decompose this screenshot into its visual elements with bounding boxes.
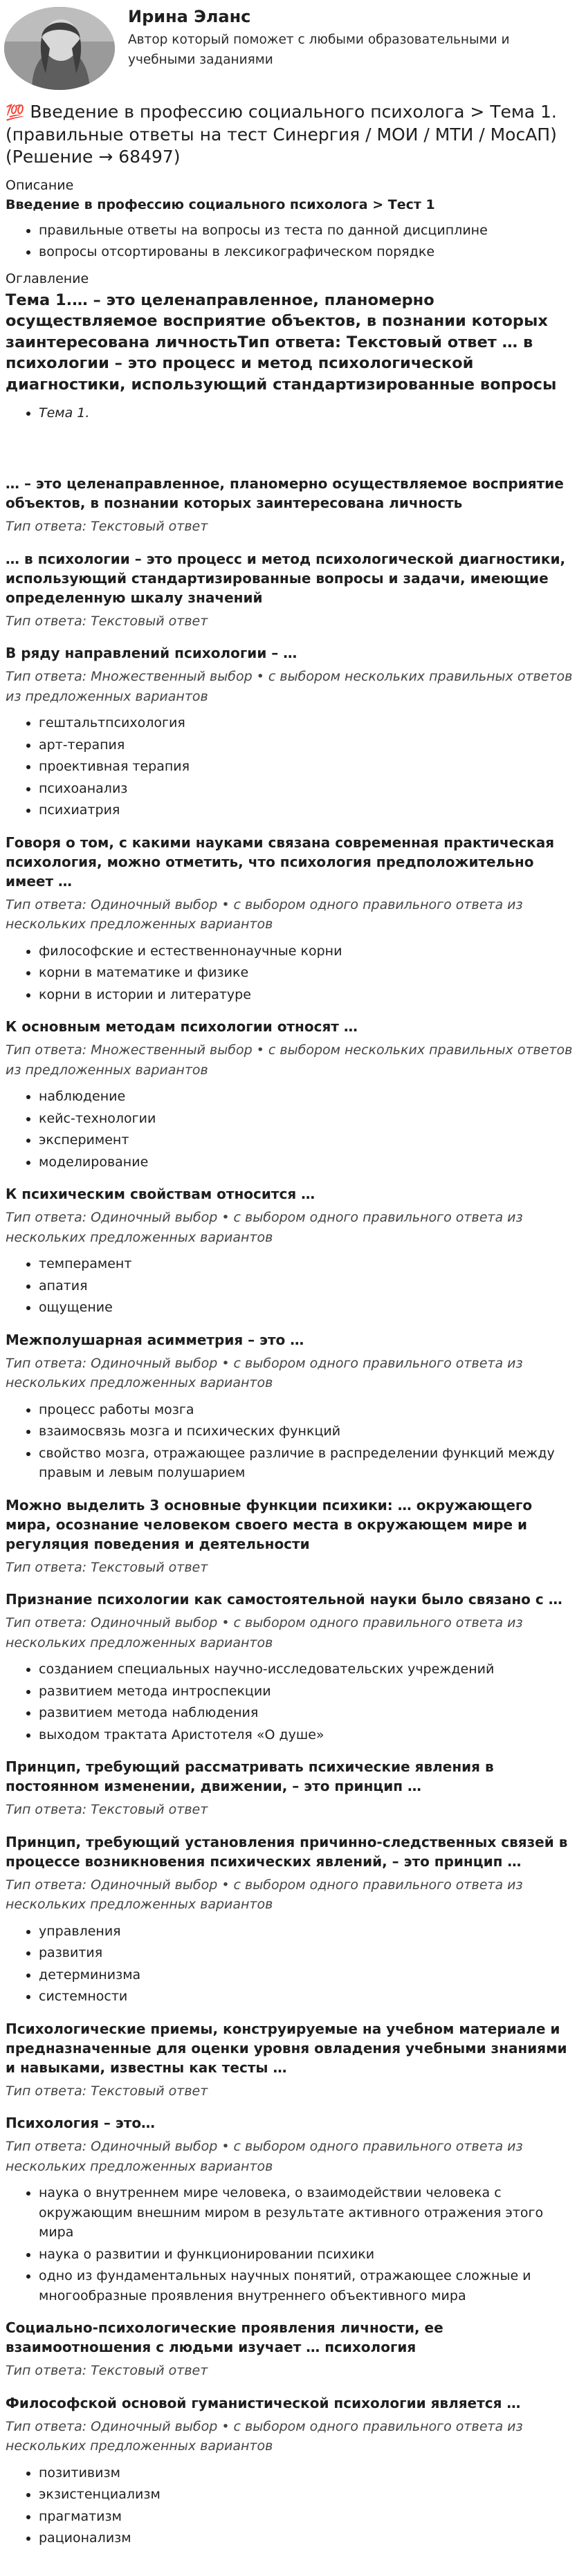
question-block [6,549,580,632]
answer-type: Тип ответа: Одиночный выбор • с выбором одного правильного ответа из нескольких предложенных вариантов [6,1615,523,1650]
answer-option: • психоанализ [39,779,580,799]
answer-options [6,1087,580,1172]
answer-type: Тип ответа: Множественный выбор • с выбором нескольких правильных ответов из предложенных вариантов [6,1042,573,1078]
question-text: Говоря о том, с какими науками связана современная практическая психология, можно отметить, что психология предположительно имеет … [6,834,555,890]
question-text: Признание психологии как самостоятельной науки было связано с … [6,1591,562,1608]
question-text: … – это целенаправленное, планомерно осуществляемое восприятие объектов, в познании которых заинтересована личность [6,475,564,512]
page-title [6,101,580,169]
answer-option: • управления [39,1922,580,1942]
avatar-photo-icon [4,7,115,90]
answer-option: • психиатрия [39,800,580,820]
question-text: Социально-психологические проявления личности, ее взаимоотношения с людьми изучает … психология [6,2319,443,2356]
toc-item-link[interactable]: Тема 1. [39,405,90,421]
toc-item[interactable] [39,403,580,423]
question-text: Психологические приемы, конструируемые на учебном материале и предназначенные для оценки уровня овладения учебными знаниями и навыками, известны как тесты … [6,2020,567,2076]
content [0,101,586,2548]
question-block [6,2019,580,2101]
question-block [6,2393,580,2548]
answer-option: • системности [39,1987,580,2007]
hundred-points-icon: 💯 [6,104,25,122]
question-text: В ряду направлений психологии – … [6,645,297,662]
answer-option: • экзистенциализм [39,2485,580,2505]
answer-type: Тип ответа: Одиночный выбор • с выбором одного правильного ответа из нескольких предложенных вариантов [6,1210,523,1245]
answer-option: • развитием метода наблюдения [39,1703,580,1723]
question-block [6,1832,580,2007]
question-text: К основным методам психологии относят … [6,1018,358,1036]
answer-options [6,1400,580,1483]
answer-option: • выходом трактата Аристотеля «О душе» [39,1725,580,1745]
description-list [6,221,580,262]
answer-options [6,2463,580,2548]
question-block [6,1590,580,1745]
author-header [0,0,586,101]
answer-type: Тип ответа: Текстовый ответ [6,1802,208,1818]
answer-option: • гештальтпсихология [39,713,580,733]
answer-option: • арт-терапия [39,735,580,755]
answer-option: • темперамент [39,1254,580,1274]
answer-type: Тип ответа: Текстовый ответ [6,1559,208,1575]
question-text: Философской основой гуманистической психологии является … [6,2394,521,2411]
toc-title: Тема 1.… – это целенаправленное, планомерно осуществляемое восприятие объектов, в познании которых заинтересована личностьТип ответа: Текстовый ответ … в психологии – это процесс и метод психологической диагностики, использующий стандартизированные вопросы [6,291,557,394]
answer-option: • моделирование [39,1152,580,1172]
toc-list [6,403,580,423]
questions-list [6,474,580,2548]
question-block [6,1496,580,1578]
answer-option: • корни в истории и литературе [39,985,580,1005]
author-avatar[interactable] [4,7,115,90]
toc-label: Оглавление [6,270,89,286]
answer-option: • процесс работы мозга [39,1400,580,1420]
description-item: • правильные ответы на вопросы из теста по данной дисциплине [39,221,580,241]
description-item: • вопросы отсортированы в лексикографическом порядке [39,242,580,262]
answer-option: • наука о развитии и функционировании психики [39,2245,580,2265]
question-block [6,833,580,1005]
question-block [6,1757,580,1820]
question-text: К психическим свойствам относится … [6,1186,315,1203]
answer-option: • философские и естественнонаучные корни [39,941,580,962]
question-block [6,643,580,820]
question-block [6,1017,580,1172]
answer-type: Тип ответа: Текстовый ответ [6,519,208,535]
answer-type: Тип ответа: Одиночный выбор • с выбором одного правильного ответа из нескольких предложенных вариантов [6,1877,523,1913]
question-text: Можно выделить 3 основные функции психики: … окружающего мира, осознание человеком своего места в окружающем мире и регуляция поведения и деятельности [6,1496,533,1552]
answer-options [6,1922,580,2007]
answer-option: • развития [39,1943,580,1963]
answer-options [6,1659,580,1745]
answer-type: Тип ответа: Текстовый ответ [6,613,208,629]
answer-option: • эксперимент [39,1130,580,1150]
answer-option: • свойство мозга, отражающее различие в распределении функций между правым и левым полушарием [39,1444,580,1483]
answer-option: • детерминизма [39,1965,580,1985]
answer-option: • наблюдение [39,1087,580,1107]
answer-option: • развитием метода интроспекции [39,1682,580,1702]
question-block [6,2113,580,2306]
answer-option: • позитивизм [39,2463,580,2483]
answer-option: • наука о внутреннем мире человека, о взаимодействии человека с окружающим внешним миром в результате активного отражения этого мира [39,2183,580,2243]
description-label: Описание [6,177,74,193]
answer-option: • взаимосвязь мозга и психических функций [39,1422,580,1442]
question-block [6,1330,580,1483]
answer-type: Тип ответа: Одиночный выбор • с выбором одного правильного ответа из нескольких предложенных вариантов [6,2418,523,2454]
page-title-text: Введение в профессию социального психолога > Тема 1. (правильные ответы на тест Синергия / МОИ / МТИ / МосАП) (Решение → 68497) [6,102,557,167]
answer-type: Тип ответа: Одиночный выбор • с выбором одного правильного ответа из нескольких предложенных вариантов [6,1355,523,1391]
answer-option: • рационализм [39,2528,580,2548]
answer-type: Тип ответа: Одиночный выбор • с выбором одного правильного ответа из нескольких предложенных вариантов [6,2139,523,2174]
answer-options [6,2183,580,2306]
question-text: Межполушарная асимметрия – это … [6,1331,304,1348]
answer-option: • кейс-технологии [39,1109,580,1129]
answer-option: • прагматизм [39,2507,580,2527]
question-block [6,474,580,537]
answer-option: • одно из фундаментальных научных понятий, отражающее сложные и многообразные проявления внутреннего объективного мира [39,2266,580,2306]
question-text: Принцип, требующий установления причинно-следственных связей в процессе возникновения психических явлений, – это принцип … [6,1833,568,1870]
answer-option: • созданием специальных научно-исследовательских учреждений [39,1659,580,1680]
answer-type: Тип ответа: Текстовый ответ [6,2363,208,2379]
answer-type: Тип ответа: Текстовый ответ [6,2083,208,2099]
answer-option: • ощущение [39,1298,580,1318]
question-text: Принцип, требующий рассматривать психические явления в постоянном изменении, движении, – это принцип … [6,1758,494,1795]
answer-type: Тип ответа: Одиночный выбор • с выбором одного правильного ответа из нескольких предложенных вариантов [6,896,523,932]
answer-options [6,941,580,1005]
description-heading: Введение в профессию социального психолога > Тест 1 [6,197,435,213]
author-bio: Автор который поможет с любыми образовательными и учебными заданиями [128,33,510,67]
spacer [6,430,580,461]
author-name[interactable]: Ирина Эланс [128,7,251,26]
answer-option: • корни в математике и физике [39,963,580,983]
answer-type: Тип ответа: Множественный выбор • с выбором нескольких правильных ответов из предложенных вариантов [6,669,573,704]
question-text: … в психологии – это процесс и метод психологической диагностики, использующий стандартизированные вопросы и задачи, имеющие определенную шкалу значений [6,550,566,606]
answer-options [6,713,580,820]
answer-option: • апатия [39,1276,580,1296]
question-block [6,1184,580,1318]
question-text: Психология – это… [6,2115,156,2132]
answer-options [6,1254,580,1318]
question-block [6,2318,580,2381]
answer-option: • проективная терапия [39,757,580,777]
